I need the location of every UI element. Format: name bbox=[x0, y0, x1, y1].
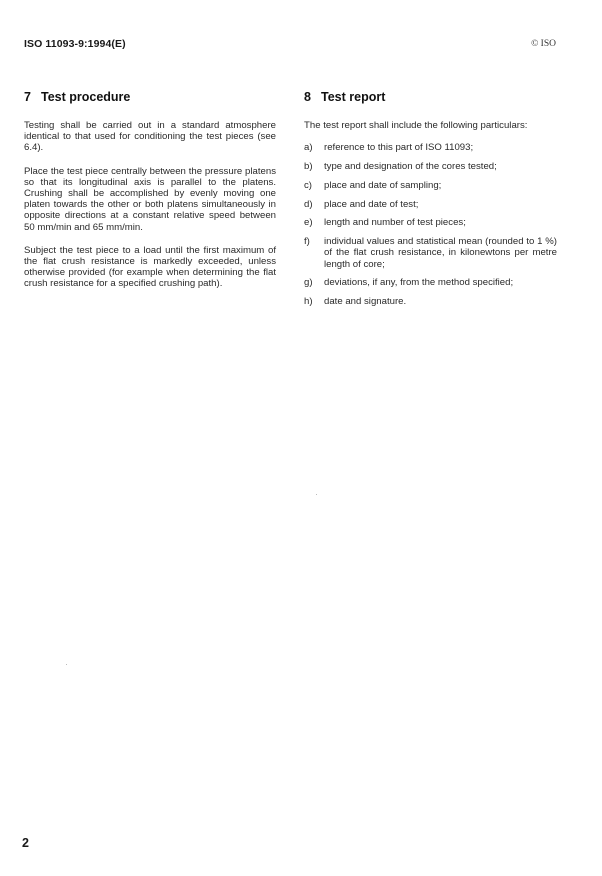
list-item-text: individual values and statistical mean (rounded to 1 %) of the flat crush resistance, in kilonewtons per metre length of core; bbox=[324, 236, 557, 270]
list-item bbox=[304, 199, 557, 210]
section-8-heading bbox=[304, 90, 557, 104]
list-item-label: b) bbox=[304, 161, 313, 172]
list-item-label: a) bbox=[304, 142, 313, 154]
list-item-text: deviations, if any, from the method specified; bbox=[324, 277, 514, 289]
section-7-title: Test procedure bbox=[41, 90, 131, 104]
list-item bbox=[304, 161, 557, 172]
section-8-number: 8 bbox=[304, 90, 311, 104]
list-item bbox=[304, 180, 557, 191]
section-8-test-report bbox=[304, 90, 557, 315]
list-item-text: type and designation of the cores tested; bbox=[324, 161, 497, 172]
section-7-paragraph: Subject the test piece to a load until the first maximum of the flat crush resistance is markedly exceeded, unless otherwise provided (for example when determining the flat crush resistance for a specified crushing path). bbox=[24, 244, 276, 290]
list-item-text: date and signature. bbox=[324, 296, 407, 308]
list-item-label: d) bbox=[304, 198, 313, 210]
copyright-mark: © ISO bbox=[531, 39, 556, 49]
section-7-paragraph: Testing shall be carried out in a standard atmosphere identical to that used for conditioning the test pieces (see 6.4). bbox=[24, 120, 276, 154]
page-number: 2 bbox=[22, 836, 29, 850]
list-item bbox=[304, 217, 557, 228]
list-item bbox=[304, 142, 557, 153]
section-8-intro: The test report shall include the following particulars: bbox=[304, 120, 528, 131]
list-item-label: g) bbox=[304, 277, 313, 289]
section-7-number: 7 bbox=[24, 90, 31, 104]
list-item-label: c) bbox=[304, 179, 312, 191]
list-item-text: reference to this part of ISO 11093; bbox=[324, 142, 474, 154]
list-item-text: place and date of sampling; bbox=[324, 179, 442, 191]
list-item bbox=[304, 277, 557, 288]
list-item-label: h) bbox=[304, 296, 313, 308]
list-item-label: f) bbox=[304, 236, 310, 248]
section-7-heading bbox=[24, 90, 276, 104]
scan-speck bbox=[66, 664, 67, 665]
list-item-label: e) bbox=[304, 217, 313, 229]
report-particulars-list bbox=[304, 142, 557, 307]
section-7-test-procedure bbox=[24, 90, 276, 302]
document-id: ISO 11093-9:1994(E) bbox=[24, 38, 126, 50]
list-item bbox=[304, 236, 557, 270]
list-item-text: length and number of test pieces; bbox=[324, 217, 466, 229]
section-8-title: Test report bbox=[321, 90, 386, 104]
list-item-text: place and date of test; bbox=[324, 198, 419, 210]
scan-speck bbox=[316, 494, 317, 495]
section-7-paragraph: Place the test piece centrally between the pressure platens so that its longitudinal axis is parallel to the platens. Crushing shall be accomplished by evenly moving one platen towards the other or both platens simultaneously in opposite directions at a constant relative speed between 50 mm/min and 65 mm/min. bbox=[24, 165, 276, 233]
list-item bbox=[304, 296, 557, 307]
